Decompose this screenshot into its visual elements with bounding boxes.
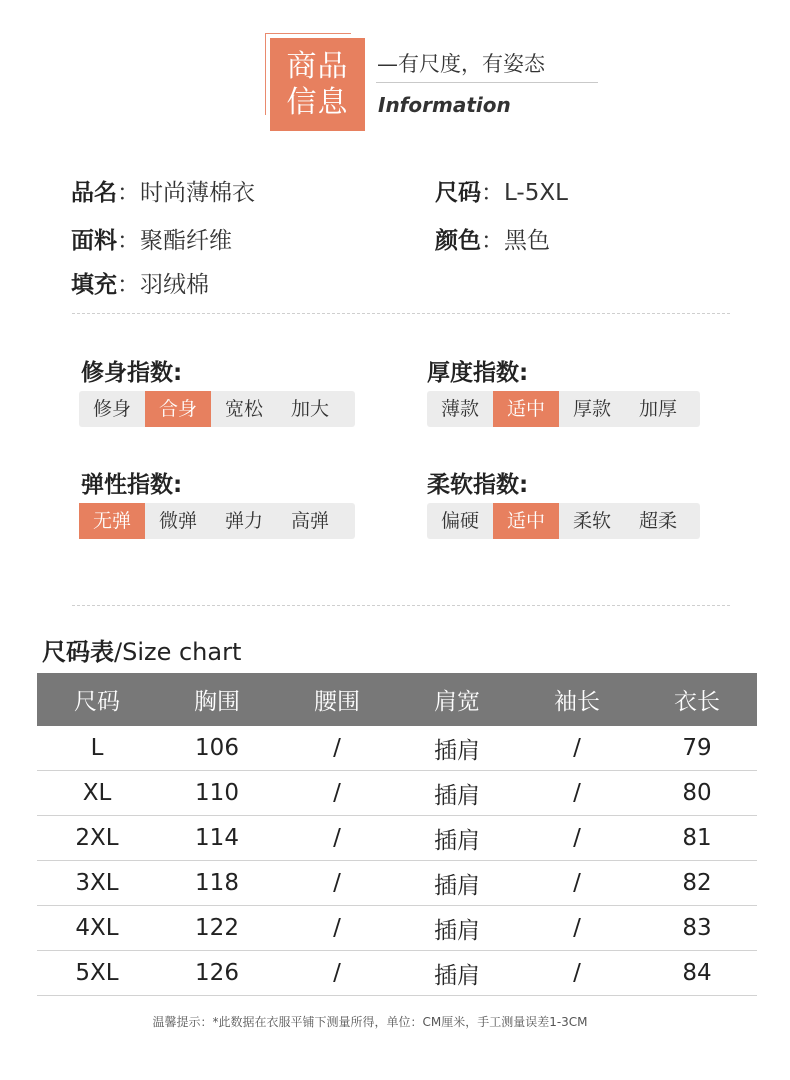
table-cell: / (277, 726, 397, 771)
fit-option: 修身 (92, 398, 131, 420)
info-color-value: 黑色 (504, 228, 550, 254)
info-name-value: 时尚薄棉衣 (140, 180, 255, 206)
header-cell: 肩宽 (397, 673, 517, 726)
elasticity-option: 微弹 (158, 510, 197, 532)
info-size-value: L-5XL (504, 180, 568, 206)
thickness-index-title: 厚度指数: (427, 360, 529, 386)
fit-index-title: 修身指数: (81, 360, 183, 386)
table-cell: / (517, 726, 637, 771)
table-cell: / (517, 861, 637, 906)
thickness-option: 适中 (493, 391, 559, 427)
info-color (435, 222, 550, 255)
info-filling (71, 266, 209, 299)
info-size-label: 尺码 (435, 180, 481, 206)
header-cell: 袖长 (517, 673, 637, 726)
table-row (37, 861, 757, 906)
table-cell: / (277, 771, 397, 816)
table-row (37, 906, 757, 951)
softness-index-bar (427, 503, 700, 539)
fit-option: 合身 (145, 391, 211, 427)
info-name-label: 品名 (71, 180, 117, 206)
table-cell: / (277, 816, 397, 861)
section-title-box (270, 38, 365, 131)
size-chart-table (37, 673, 757, 996)
table-cell: 2XL (37, 816, 157, 861)
table-cell: 5XL (37, 951, 157, 996)
table-cell: 114 (157, 816, 277, 861)
table-cell: L (37, 726, 157, 771)
header-cell: 尺码 (37, 673, 157, 726)
table-cell: 122 (157, 906, 277, 951)
table-cell: 4XL (37, 906, 157, 951)
info-filling-label: 填充 (71, 272, 117, 298)
softness-option: 柔软 (572, 510, 611, 532)
info-filling-value: 羽绒棉 (140, 272, 209, 298)
divider-dashed-2 (72, 605, 730, 606)
info-sep: ： (117, 228, 140, 254)
table-cell: 3XL (37, 861, 157, 906)
table-cell: 插肩 (397, 726, 517, 771)
info-fabric (71, 222, 232, 255)
size-chart-title (42, 632, 241, 667)
table-cell: 82 (637, 861, 757, 906)
info-fabric-label: 面料 (71, 228, 117, 254)
table-cell: / (277, 861, 397, 906)
fit-option: 加大 (290, 398, 329, 420)
table-cell: 插肩 (397, 861, 517, 906)
softness-option: 超柔 (638, 510, 677, 532)
table-cell: 110 (157, 771, 277, 816)
info-color-label: 颜色 (435, 228, 481, 254)
table-cell: 84 (637, 951, 757, 996)
measurement-note: 温馨提示：*此数据在衣服平铺下测量所得，单位：CM厘米，手工测量误差1-3CM (152, 1015, 588, 1029)
thickness-option: 厚款 (572, 398, 611, 420)
slogan-divider (376, 82, 598, 83)
section-title-line2: 信息 (286, 84, 349, 120)
table-row (37, 726, 757, 771)
softness-index-title: 柔软指数: (427, 472, 529, 498)
elasticity-option: 高弹 (290, 510, 329, 532)
header-cell: 腰围 (277, 673, 397, 726)
info-fabric-value: 聚酯纤维 (140, 228, 232, 254)
table-row (37, 951, 757, 996)
info-size (435, 174, 568, 207)
table-cell: XL (37, 771, 157, 816)
elasticity-index-title: 弹性指数: (81, 472, 183, 498)
thickness-option: 薄款 (440, 398, 479, 420)
size-chart-title-zh: 尺码表 (42, 638, 114, 666)
elasticity-option: 无弹 (79, 503, 145, 539)
slogan: —有尺度，有姿态 (377, 52, 545, 76)
fit-option: 宽松 (224, 398, 263, 420)
table-cell: 118 (157, 861, 277, 906)
table-row (37, 771, 757, 816)
thickness-index-bar (427, 391, 700, 427)
table-cell: 插肩 (397, 951, 517, 996)
elasticity-option: 弹力 (224, 510, 263, 532)
info-sep: ： (481, 180, 504, 206)
size-chart-body (37, 726, 757, 996)
table-cell: / (277, 906, 397, 951)
table-cell: 83 (637, 906, 757, 951)
header-cell: 胸围 (157, 673, 277, 726)
table-cell: 插肩 (397, 816, 517, 861)
divider-dashed-1 (72, 313, 730, 314)
size-chart-header-row (37, 673, 757, 726)
fit-index-bar (79, 391, 355, 427)
info-name (71, 174, 255, 207)
info-sep: ： (117, 180, 140, 206)
info-sep: ： (117, 272, 140, 298)
table-cell: / (517, 951, 637, 996)
thickness-option: 加厚 (638, 398, 677, 420)
info-sep: ： (481, 228, 504, 254)
subtitle-en: Information (378, 93, 511, 117)
table-cell: 80 (637, 771, 757, 816)
table-cell: 81 (637, 816, 757, 861)
table-cell: 126 (157, 951, 277, 996)
table-cell: 79 (637, 726, 757, 771)
table-cell: / (517, 906, 637, 951)
table-cell: / (277, 951, 397, 996)
size-chart-title-en: /Size chart (114, 638, 242, 666)
table-cell: 插肩 (397, 771, 517, 816)
table-cell: / (517, 816, 637, 861)
softness-option: 适中 (493, 503, 559, 539)
section-title-line1: 商品 (286, 48, 349, 84)
softness-option: 偏硬 (440, 510, 479, 532)
elasticity-index-bar (79, 503, 355, 539)
header-frame-left (265, 33, 266, 115)
table-cell: 插肩 (397, 906, 517, 951)
table-cell: / (517, 771, 637, 816)
header-cell: 衣长 (637, 673, 757, 726)
table-cell: 106 (157, 726, 277, 771)
header-frame-top (265, 33, 351, 34)
table-row (37, 816, 757, 861)
